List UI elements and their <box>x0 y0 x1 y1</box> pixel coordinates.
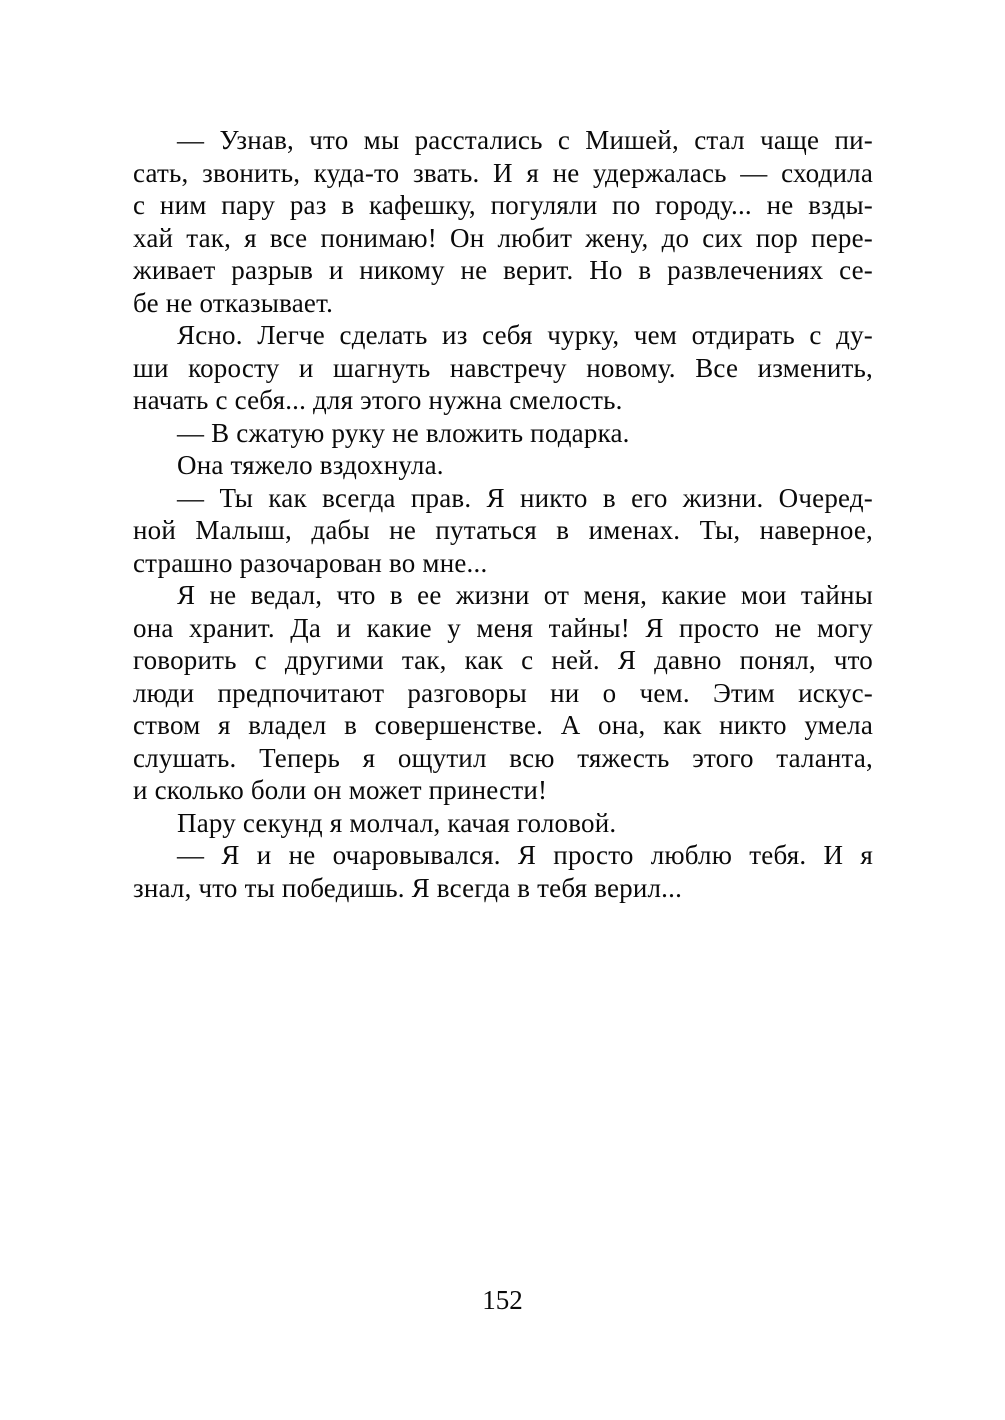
text-line: люди предпочитают разговоры ни о чем. Этим искус- <box>133 677 873 708</box>
text-line: ством я владел в совершенстве. А она, как никто умела <box>133 710 873 740</box>
text-line: знал, что ты победишь. Я всегда в тебя верил... <box>133 872 683 903</box>
book-page-text <box>133 124 873 904</box>
text-line: ной Малыш, дабы не путаться в именах. Ты, наверное, <box>133 515 873 545</box>
text-line: — Узнав, что мы расстались с Мишей, стал чаще пи- <box>177 125 873 155</box>
text-line: бе не отказывает. <box>133 287 334 318</box>
text-line: Ясно. Легче сделать из себя чурку, чем отдирать с ду- <box>177 320 873 350</box>
text-line: Она тяжело вздохнула. <box>177 450 444 480</box>
text-line: — Я и не очаровывался. Я просто люблю тебя. И я <box>177 840 873 870</box>
text-line: ши коросту и шагнуть навстречу новому. Все изменить, <box>133 352 873 383</box>
text-line: слушать. Теперь я ощутил всю тяжесть этого таланта, <box>133 742 873 773</box>
text-line: хай так, я все понимаю! Он любит жену, до сих пор пере- <box>133 222 873 253</box>
text-line: страшно разочарован во мне... <box>133 547 488 578</box>
text-line: сать, звонить, куда-то звать. И я не удержалась — сходила <box>133 157 873 188</box>
text-line: Пару секунд я молчал, качая головой. <box>177 807 617 838</box>
text-line: живает разрыв и никому не верит. Но в развлечениях се- <box>133 255 873 285</box>
text-line: говорить с другими так, как с ней. Я давно понял, что <box>133 645 873 675</box>
text-line: Я не ведал, что в ее жизни от меня, какие мои тайны <box>177 580 873 610</box>
text-line: она хранит. Да и какие у меня тайны! Я просто не могу <box>133 612 873 643</box>
text-line: и сколько боли он может принести! <box>133 775 548 805</box>
text-line: — В сжатую руку не вложить подарка. <box>177 417 630 448</box>
text-line: — Ты как всегда прав. Я никто в его жизни. Очеред- <box>177 482 873 513</box>
text-line: начать с себя... для этого нужна смелость. <box>133 385 623 415</box>
page-number: 152 <box>482 1285 523 1315</box>
text-line: с ним пару раз в кафешку, погуляли по городу... не взды- <box>133 190 873 220</box>
